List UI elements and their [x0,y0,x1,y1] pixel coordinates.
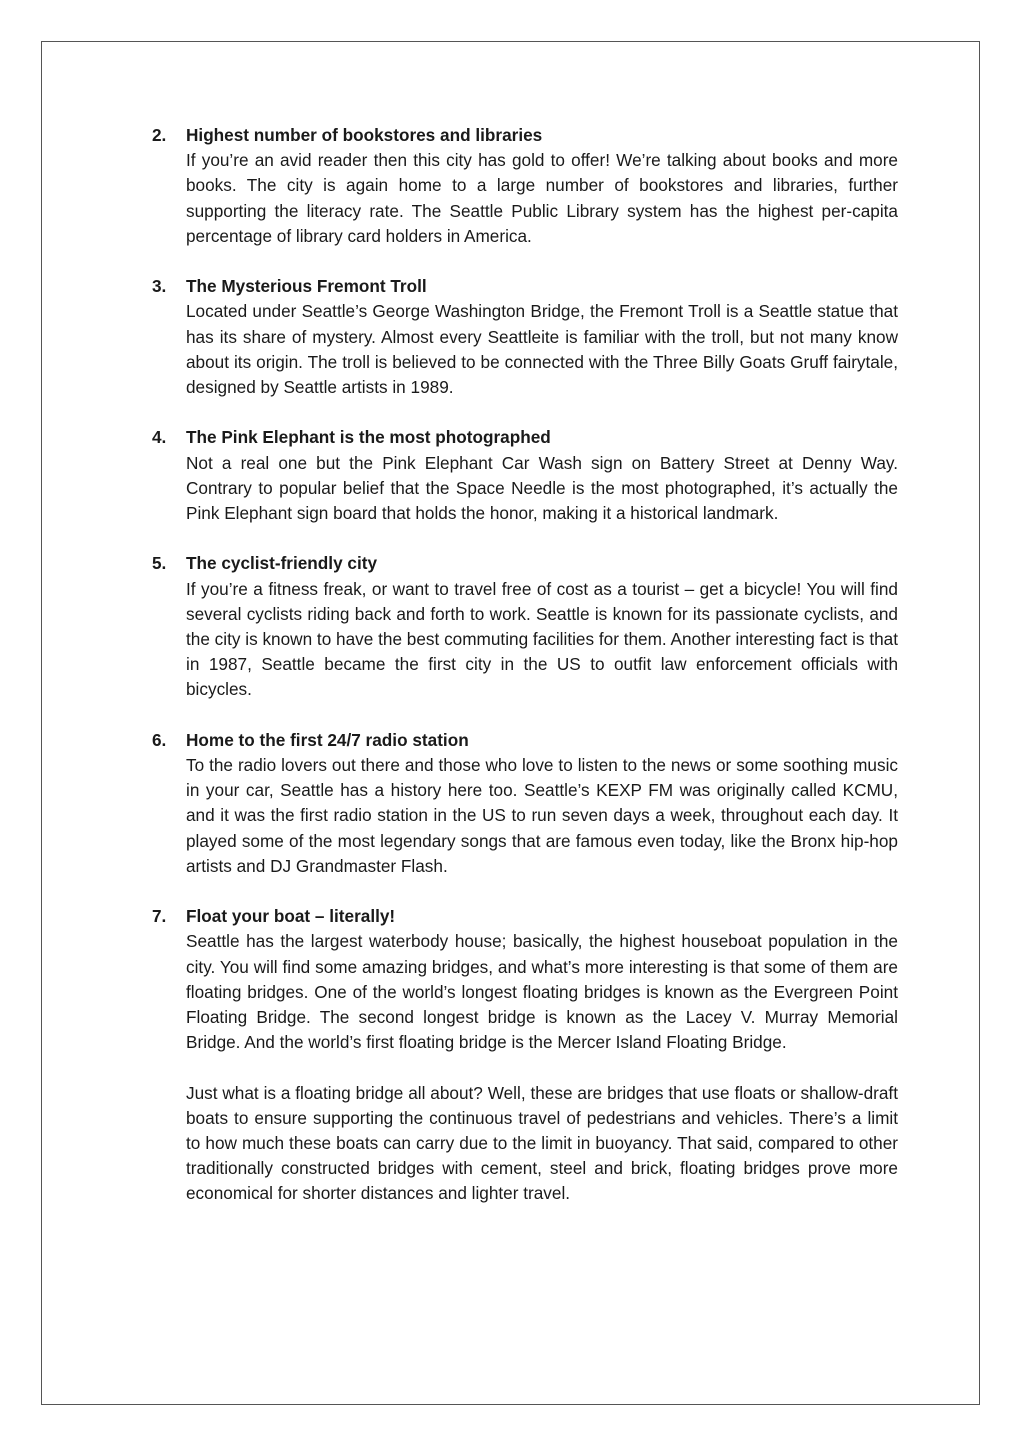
section-number: 3. [152,276,167,297]
section-heading: Highest number of bookstores and libraries [186,125,543,145]
section-paragraph: If you’re an avid reader then this city has gold to offer! We’re talking about books and more books. The city is again home to a large number of bookstores and libraries, further supporting the literacy rate. The Seattle Public Library system has the highest per-capita percentage of library card holders in America. [186,150,898,246]
list-item-pink-elephant [152,425,898,526]
section-number: 2. [152,125,167,145]
section-heading: The cyclist-friendly city [186,553,378,574]
section-paragraph: Just what is a floating bridge all about? Well, these are bridges that use floats or shallow-draft boats to ensure supporting the continuous travel of pedestrians and vehicles. There’s a limit to how much these boats can carry due to the limit in buoyancy. That said, compared to other traditionally constructed bridges with cement, steel and brick, floating bridges prove more economical for shorter distances and lighter travel. [186,1082,898,1204]
section-heading: The Pink Elephant is the most photographed [186,427,551,448]
document-body [152,123,898,1232]
section-paragraph: Located under Seattle’s George Washington Bridge, the Fremont Troll is a Seattle statue that has its share of mystery. Almost every Seattleite is familiar with the troll, but not many know about its origin. The troll is believed to be connected with the Three Billy Goats Gruff fairytale, designed by Seattle artists in 1989. [186,301,898,398]
section-number: 5. [152,553,167,574]
section-heading: Home to the first 24/7 radio station [186,729,469,750]
section-number: 6. [152,729,167,750]
list-item-floating-bridges [152,904,898,1206]
list-item-radio-station [152,728,898,879]
section-heading: Float your boat – literally! [186,906,396,927]
section-number: 7. [152,906,167,927]
section-paragraph: Not a real one but the Pink Elephant Car Wash sign on Battery Street at Denny Way. Contrary to popular belief that the Space Needle is the most photographed, it’s actually the Pink Elephant sign board that holds the honor, making it a historical landmark. [186,452,898,524]
list-item-cyclist-city [152,551,898,702]
list-item-bookstores [152,123,898,249]
section-heading: The Mysterious Fremont Troll [186,276,427,297]
section-paragraph: To the radio lovers out there and those who love to listen to the news or some soothing music in your car, Seattle has a history here too. Seattle’s KEXP FM was originally called KCMU, and it was the first radio station in the US to run seven days a week, throughout each day. It played some of the most legendary songs that are famous even today, like the Bronx hip-hop artists and DJ Grandmaster Flash. [186,755,898,876]
section-paragraph: If you’re a fitness freak, or want to travel free of cost as a tourist – get a bicycle! You will find several cyclists riding back and forth to work. Seattle is known for its passionate cyclists, and the city is known to have the best commuting facilities for them. Another interesting fact is that in 1987, Seattle became the first city in the US to outfit law enforcement officials with bicycles. [186,578,898,700]
list-item-fremont-troll [152,274,898,400]
section-paragraph: Seattle has the largest waterbody house; basically, the highest houseboat population in the city. You will find some amazing bridges, and what’s more interesting is that some of them are floating bridges. One of the world’s longest floating bridges is known as the Evergreen Point Floating Bridge. The second longest bridge is known as the Lacey V. Murray Memorial Bridge. And the world’s first floating bridge is the Mercer Island Floating Bridge. [186,931,898,1053]
section-number: 4. [152,427,167,448]
